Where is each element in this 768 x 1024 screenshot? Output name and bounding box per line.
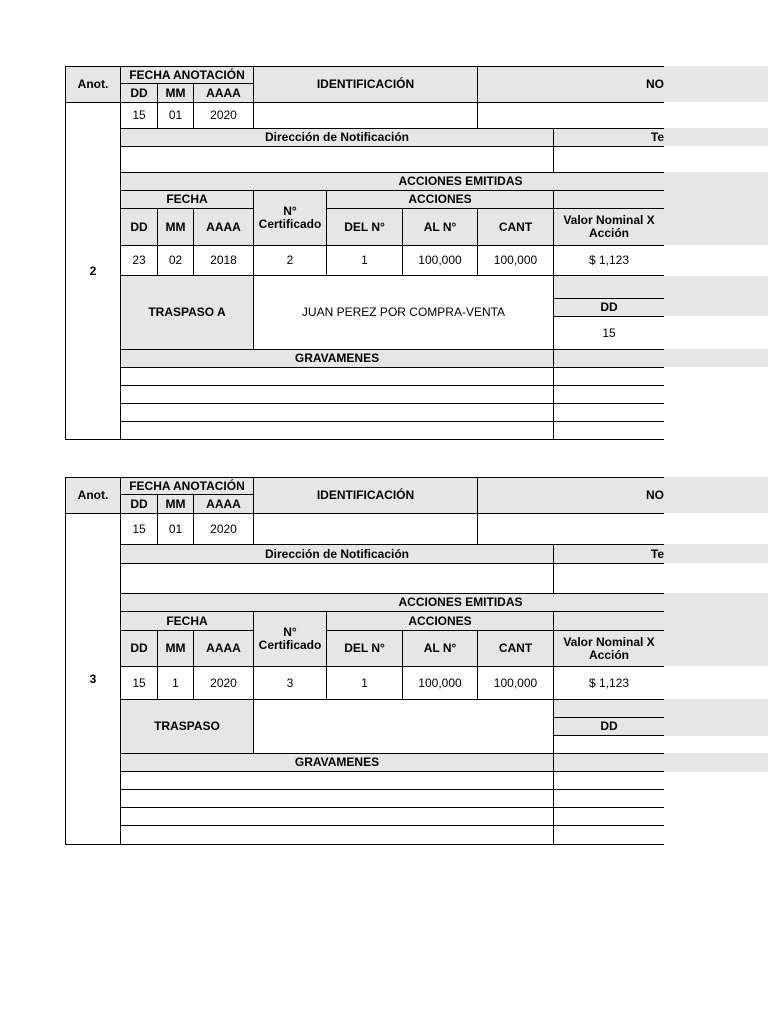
overflow-band — [664, 128, 768, 146]
fecha-header: FECHA — [120, 190, 254, 209]
gravamenes-header: GRAVAMENES — [120, 349, 554, 368]
overflow-band — [664, 172, 768, 245]
anot-mm-value[interactable]: 01 — [157, 513, 194, 545]
right-dd-header: DD — [553, 717, 664, 736]
gravamen-row[interactable] — [120, 421, 554, 440]
row-mm[interactable]: 02 — [157, 245, 194, 276]
gravamen-row-right[interactable] — [553, 789, 664, 808]
direccion-cell[interactable] — [120, 146, 554, 173]
overflow-band — [664, 276, 768, 316]
gravamen-row-right[interactable] — [553, 807, 664, 826]
identificacion-header: IDENTIFICACIÓN — [253, 66, 478, 103]
dd-header: DD — [120, 494, 158, 514]
gravamen-row-right[interactable] — [553, 367, 664, 386]
gravamen-row[interactable] — [120, 807, 554, 826]
right-dd-header: DD — [553, 298, 664, 317]
telefono-cell[interactable] — [553, 146, 664, 173]
al-header: AL N° — [402, 208, 478, 246]
certificado-header: N° Certificado — [253, 611, 327, 667]
certificado-header: N° Certificado — [253, 190, 327, 246]
right-dd-value[interactable] — [553, 735, 664, 754]
acciones-header: ACCIONES — [326, 190, 554, 209]
row-aaaa[interactable]: 2018 — [193, 245, 254, 276]
row-dd[interactable]: 15 — [120, 666, 158, 700]
acciones-blank-header — [553, 611, 664, 631]
identificacion-cell[interactable] — [253, 513, 478, 545]
acciones-header: ACCIONES — [326, 611, 554, 631]
fecha-aaaa-header: AAAA — [193, 208, 254, 246]
fecha-dd-header: DD — [120, 630, 158, 667]
row-del[interactable]: 1 — [326, 666, 403, 700]
acciones-blank-header — [553, 190, 664, 209]
gravamen-row-right[interactable] — [553, 421, 664, 440]
valor-nominal-header: Valor Nominal X Acción — [553, 208, 664, 246]
al-header: AL N° — [402, 630, 478, 667]
identificacion-header: IDENTIFICACIÓN — [253, 477, 478, 514]
fecha-mm-header: MM — [157, 208, 194, 246]
row-al[interactable]: 100,000 — [402, 666, 478, 700]
overflow-band — [664, 753, 768, 772]
traspaso-value[interactable] — [253, 699, 554, 754]
fecha-mm-header: MM — [157, 630, 194, 667]
anot-number: 2 — [65, 102, 121, 440]
gravamen-row[interactable] — [120, 771, 554, 790]
anot-aaaa-value[interactable]: 2020 — [193, 513, 254, 545]
row-del[interactable]: 1 — [326, 245, 403, 276]
overflow-band — [664, 66, 768, 102]
row-al[interactable]: 100,000 — [402, 245, 478, 276]
gravamen-row-right[interactable] — [553, 403, 664, 422]
fecha-aaaa-header: AAAA — [193, 630, 254, 667]
overflow-band — [664, 349, 768, 367]
telefono-cell[interactable] — [553, 563, 664, 594]
direccion-header: Dirección de Notificación — [120, 544, 554, 564]
del-header: DEL N° — [326, 208, 403, 246]
dd-header: DD — [120, 83, 158, 103]
del-header: DEL N° — [326, 630, 403, 667]
traspaso-value[interactable]: JUAN PEREZ POR COMPRA-VENTA — [253, 275, 554, 350]
telefono-header: Te — [553, 128, 664, 147]
row-cant[interactable]: 100,000 — [477, 245, 554, 276]
fecha-anotacion-header: FECHA ANOTACIÓN — [120, 477, 254, 495]
gravamen-row-right[interactable] — [553, 385, 664, 404]
telefono-header: Te — [553, 544, 664, 564]
anot-dd-value[interactable]: 15 — [120, 102, 158, 129]
fecha-dd-header: DD — [120, 208, 158, 246]
gravamen-row[interactable] — [120, 403, 554, 422]
mm-header: MM — [157, 494, 194, 514]
anot-aaaa-value[interactable]: 2020 — [193, 102, 254, 129]
overflow-band — [664, 544, 768, 563]
anot-header: Anot. — [65, 66, 121, 103]
gravamen-row[interactable] — [120, 789, 554, 808]
row-certificado[interactable]: 3 — [253, 666, 327, 700]
anot-mm-value[interactable]: 01 — [157, 102, 194, 129]
traspaso-right-blank — [553, 275, 664, 299]
nombre-cell[interactable] — [477, 102, 664, 129]
gravamen-row[interactable] — [120, 367, 554, 386]
row-cant[interactable]: 100,000 — [477, 666, 554, 700]
overflow-band — [664, 699, 768, 736]
cant-header: CANT — [477, 208, 554, 246]
gravamen-row[interactable] — [120, 825, 554, 845]
traspaso-label: TRASPASO — [120, 699, 254, 754]
row-aaaa[interactable]: 2020 — [193, 666, 254, 700]
gravamenes-right-header — [553, 753, 664, 772]
nombre-cell[interactable] — [477, 513, 664, 545]
row-valor-nominal[interactable]: $ 1,123 — [553, 245, 664, 276]
nombre-header: NO — [477, 66, 664, 103]
overflow-band — [664, 593, 768, 666]
cant-header: CANT — [477, 630, 554, 667]
traspaso-right-blank — [553, 699, 664, 718]
nombre-header: NO — [477, 477, 664, 514]
aaaa-header: AAAA — [193, 83, 254, 103]
identificacion-cell[interactable] — [253, 102, 478, 129]
row-dd[interactable]: 23 — [120, 245, 158, 276]
gravamenes-right-header — [553, 349, 664, 368]
anot-header: Anot. — [65, 477, 121, 514]
acciones-emitidas-header: ACCIONES EMITIDAS — [120, 593, 664, 612]
row-certificado[interactable]: 2 — [253, 245, 327, 276]
traspaso-label: TRASPASO A — [120, 275, 254, 350]
acciones-emitidas-header: ACCIONES EMITIDAS — [120, 172, 664, 191]
gravamen-row-right[interactable] — [553, 771, 664, 790]
gravamenes-header: GRAVAMENES — [120, 753, 554, 772]
gravamen-row[interactable] — [120, 385, 554, 404]
anot-dd-value[interactable]: 15 — [120, 513, 158, 545]
direccion-header: Dirección de Notificación — [120, 128, 554, 147]
fecha-header: FECHA — [120, 611, 254, 631]
gravamen-row-right[interactable] — [553, 825, 664, 845]
direccion-cell[interactable] — [120, 563, 554, 594]
right-dd-value[interactable]: 15 — [553, 316, 664, 350]
overflow-band — [664, 477, 768, 513]
anot-number: 3 — [65, 513, 121, 845]
fecha-anotacion-header: FECHA ANOTACIÓN — [120, 66, 254, 84]
row-valor-nominal[interactable]: $ 1,123 — [553, 666, 664, 700]
valor-nominal-header: Valor Nominal X Acción — [553, 630, 664, 667]
mm-header: MM — [157, 83, 194, 103]
aaaa-header: AAAA — [193, 494, 254, 514]
row-mm[interactable]: 1 — [157, 666, 194, 700]
